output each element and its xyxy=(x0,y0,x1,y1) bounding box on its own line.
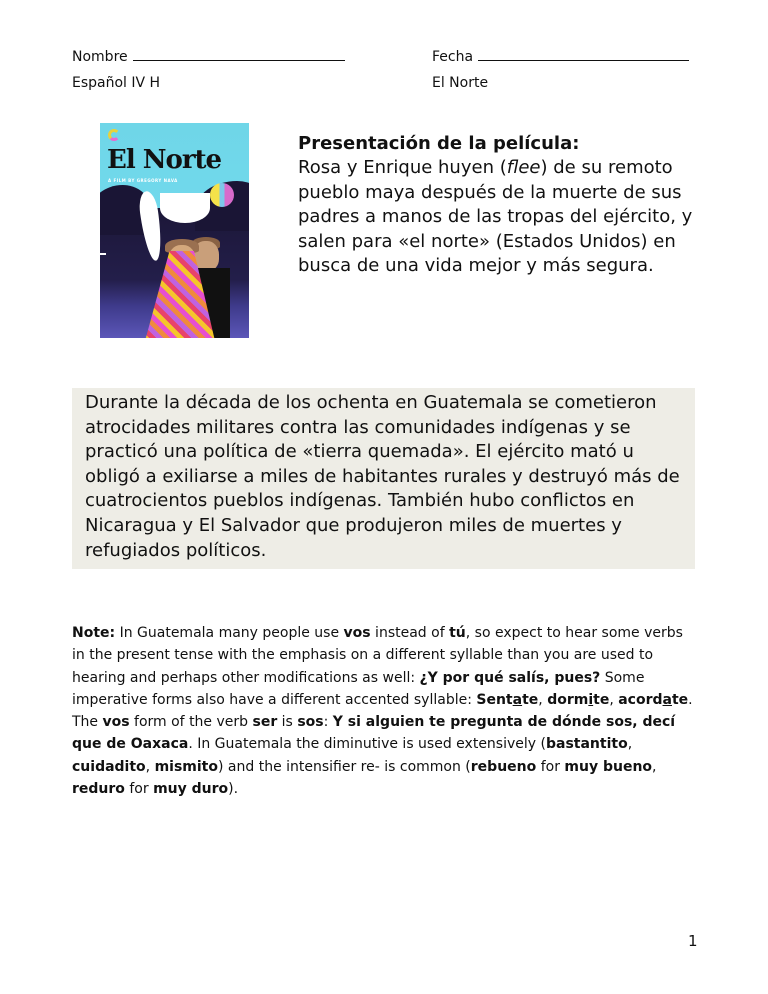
note-text: . In Guatemala the diminutive is used extensively ( xyxy=(188,736,546,753)
course-name: Español IV H xyxy=(72,75,161,91)
note-text: , xyxy=(652,758,657,775)
note-text: , xyxy=(609,691,619,708)
note-text: is xyxy=(277,714,298,731)
criterion-logo-icon xyxy=(108,129,120,141)
note-text: , xyxy=(145,758,155,775)
note-example: ¿Y por qué salís, pues? xyxy=(419,669,601,686)
stressed-syllable: i xyxy=(588,691,594,708)
poster-byline: A FILM BY GREGORY NAVA xyxy=(108,178,178,183)
film-presentation xyxy=(298,132,718,278)
note-term: vos xyxy=(343,625,371,641)
stressed-syllable: a xyxy=(512,691,523,708)
note-text: form of the verb xyxy=(129,714,253,731)
note-term-part: te xyxy=(671,691,689,708)
note-text: ) and the intensifier re- is common ( xyxy=(218,758,471,775)
note-text: In Guatemala many people use xyxy=(115,625,344,641)
note-text: : xyxy=(323,714,333,731)
presentation-italic-gloss: flee xyxy=(506,157,541,179)
note-term-part: te xyxy=(522,691,539,708)
presentation-text xyxy=(298,157,692,276)
note-text: for xyxy=(124,781,154,798)
note-term: mismito xyxy=(154,758,218,775)
note-text: , xyxy=(627,736,633,753)
historical-context-box xyxy=(72,388,695,569)
note-text: instead of xyxy=(370,625,450,641)
poster-title: El Norte xyxy=(107,145,222,175)
poster-spine-mark xyxy=(100,253,106,255)
movie-poster-image xyxy=(100,123,249,338)
note-text: for xyxy=(536,758,565,775)
page-number: 1 xyxy=(688,932,698,950)
note-term-sentate xyxy=(476,692,538,708)
note-term: vos xyxy=(102,714,130,731)
note-term: muy bueno xyxy=(564,758,653,775)
note-text: ). xyxy=(228,781,239,798)
note-term: reduro xyxy=(72,781,125,798)
poster-moon xyxy=(210,183,234,207)
note-text: , so expect to hear some verbs in the present tense with the emphasis on a different syllable than you are used to hearing and perhaps other modifications as well: xyxy=(72,625,683,686)
nombre-blank-line[interactable] xyxy=(133,47,345,61)
note-term-part: dorm xyxy=(547,691,589,708)
note-term: rebueno xyxy=(470,758,537,775)
note-text: , xyxy=(538,691,548,708)
note-term: muy duro xyxy=(153,781,229,798)
presentation-text-part: Rosa y Enrique huyen ( xyxy=(298,157,507,179)
presentation-heading: Presentación de la película: xyxy=(298,133,580,154)
note-term: bastantito xyxy=(545,736,628,753)
vos-usage-note xyxy=(72,622,697,800)
unit-title: El Norte xyxy=(432,75,489,91)
note-example: Y si alguien te pregunta de dónde sos, decí que de Oaxaca xyxy=(72,714,676,753)
note-term: tú xyxy=(449,625,466,641)
poster-cloud-2 xyxy=(160,193,210,223)
stressed-syllable: a xyxy=(662,691,672,708)
context-text: Durante la década de los ochenta en Guatemala se cometieron atrocidades militares contra las comunidades indígenas y se practicó una política de «tierra quemada». El ejército mató u obligó a exiliarse a miles de habitantes rurales y destruyó más de cuatrocientos pueblos indígenas. También hubo conflictos en Nicaragua y El Salvador que produjeron miles de muertes y refugiados políticos. xyxy=(85,392,680,561)
note-term-acordate xyxy=(618,692,688,708)
note-text: . The xyxy=(72,691,693,731)
note-label: Note: xyxy=(72,625,116,641)
fecha-blank-line[interactable] xyxy=(478,47,689,61)
fecha-label: Fecha xyxy=(432,49,474,65)
note-term: sos xyxy=(297,714,324,731)
nombre-label: Nombre xyxy=(72,49,128,65)
note-term-part: te xyxy=(593,691,610,708)
note-term-part: Sent xyxy=(476,691,513,708)
note-term: ser xyxy=(252,714,278,731)
note-term-part: acord xyxy=(618,691,663,708)
note-text: Some imperative forms also have a different accented syllable: xyxy=(72,669,645,708)
presentation-text-part: ) de su remoto pueblo maya después de la muerte de sus padres a manos de las tropas del ejército, y salen para «el norte» (Estados Unidos) en busca de una vida mejor y más segura. xyxy=(298,157,693,277)
fecha-field[interactable] xyxy=(432,47,689,65)
nombre-field[interactable] xyxy=(72,47,345,65)
note-term-dormite xyxy=(547,692,609,708)
note-term: cuidadito xyxy=(72,758,146,775)
